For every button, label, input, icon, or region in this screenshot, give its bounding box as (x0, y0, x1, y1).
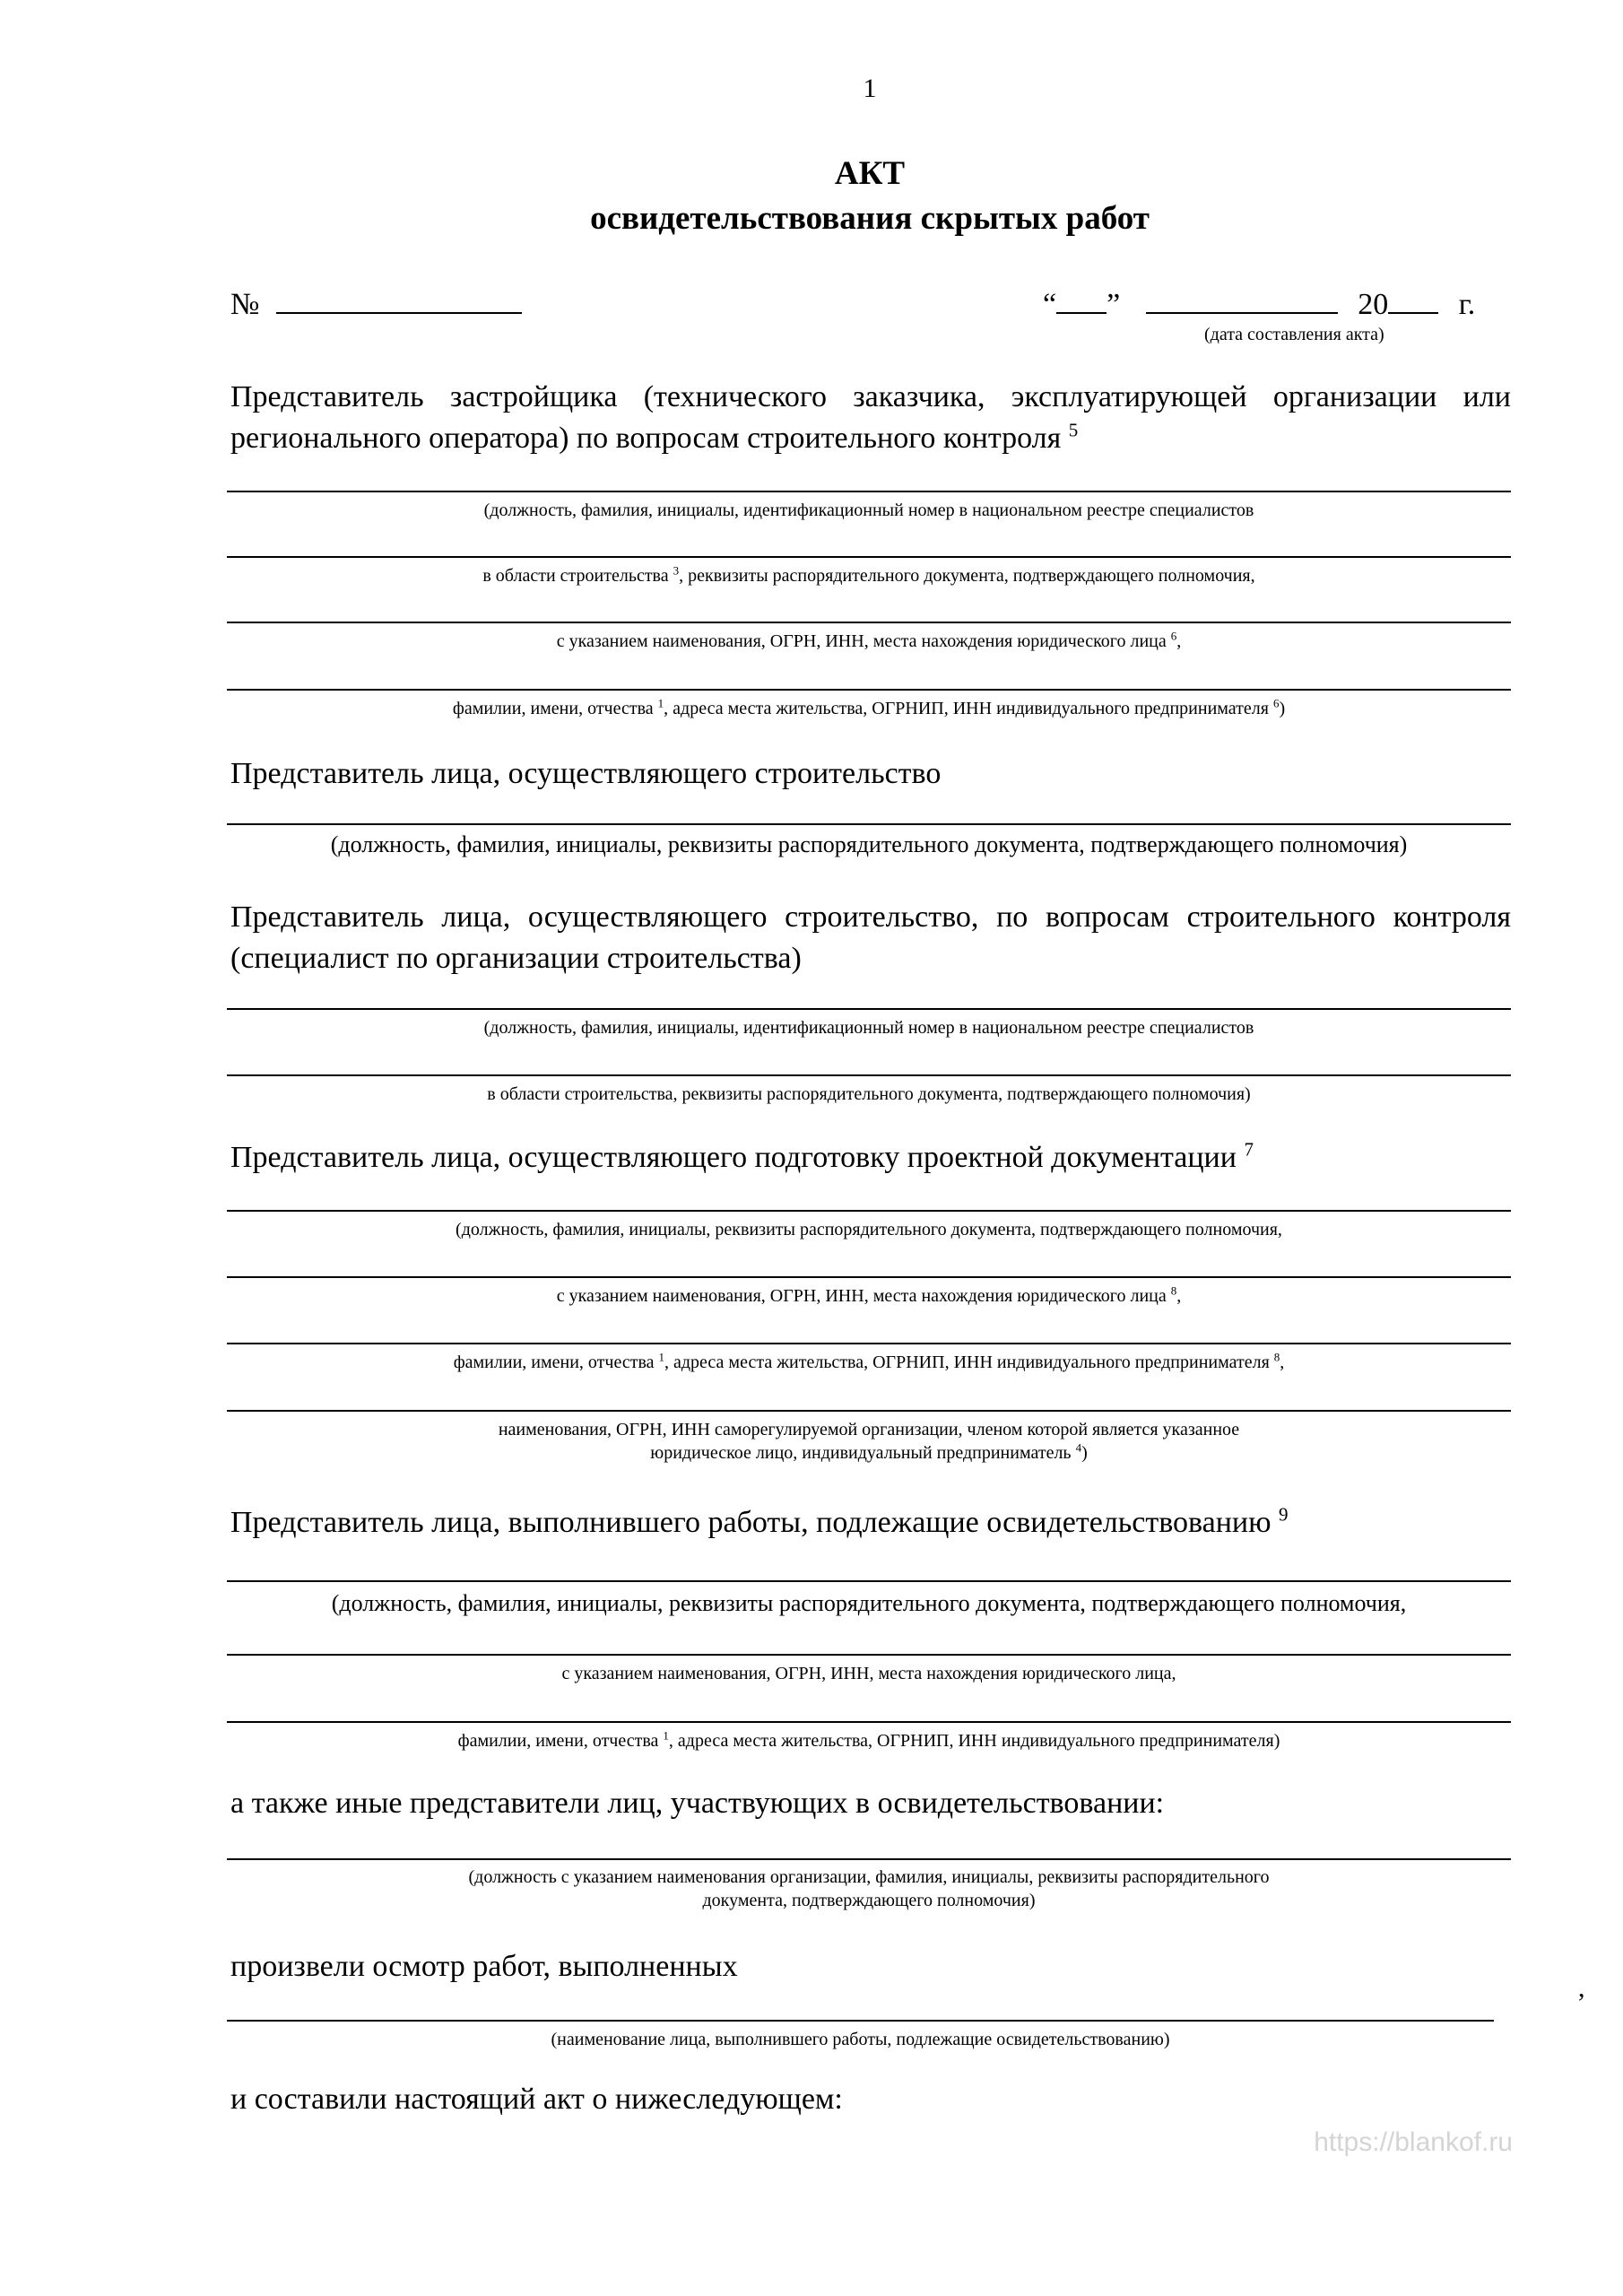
footnote-ref: 5 (1068, 419, 1079, 441)
footnote-ref: 7 (1244, 1138, 1254, 1161)
field-caption: с указанием наименования, ОГРН, ИНН, места нахождения юридического лица, (561, 1664, 1176, 1683)
developer-representative-heading: Представитель застройщика (технического заказчика, эксплуатирующей организации или регионального оператора) по вопросам строительного контроля $^5$ (230, 380, 1511, 455)
act-number-field[interactable] (276, 285, 522, 314)
document-subtitle: освидетельствования скрытых работ (590, 200, 1150, 237)
field-caption: (должность, фамилия, инициалы, идентификационный номер в национальном реестре специалистов (483, 500, 1254, 520)
inspection-heading: произвели осмотр работ, выполненных (230, 1950, 738, 1983)
field-caption: в области строительства, реквизиты распорядительного документа, подтверждающего полномочия) (487, 1084, 1251, 1104)
field-caption: фамилии, имени, отчества $^1$, адреса места жительства, ОГРНИП, ИНН индивидуального предпринимателя $^6$) (452, 696, 1286, 718)
field-caption: (должность с указанием наименования организации, фамилия, инициалы, реквизиты распорядительного документа, подтверждающего полномочия) (468, 1867, 1270, 1910)
act-number-row (230, 285, 522, 322)
field-caption: фамилии, имени, отчества $^1$, адреса места жительства, ОГРНИП, ИНН индивидуального предпринимателя) (457, 1728, 1280, 1751)
contractor-representative-heading: Представитель лица, выполнившего работы, подлежащие освидетельствованию $^9$ (230, 1503, 1289, 1539)
developer-representative-line-4[interactable] (227, 689, 1511, 691)
date-row (1043, 285, 1475, 322)
page-number: 1 (863, 74, 877, 103)
other-representatives-line[interactable] (227, 1858, 1511, 1860)
developer-representative-line-1[interactable] (227, 491, 1511, 492)
closing-statement: и составили настоящий акт о нижеследующем: (230, 2083, 843, 2116)
builder-control-line-1[interactable] (227, 1008, 1511, 1010)
field-caption: наименования, ОГРН, ИНН саморегулируемой организации, членом которой является указанное юридическое лицо, индивидуальный предприниматель $^4$) (498, 1420, 1240, 1463)
date-year-field[interactable] (1388, 285, 1438, 314)
date-day-field[interactable] (1056, 285, 1107, 314)
watermark-link[interactable]: https://blankof.ru (1314, 2127, 1513, 2157)
field-caption: с указанием наименования, ОГРН, ИНН, места нахождения юридического лица $^8$, (556, 1283, 1182, 1306)
date-month-field[interactable] (1146, 285, 1338, 314)
builder-representative-line[interactable] (227, 823, 1511, 825)
designer-representative-line-2[interactable] (227, 1276, 1511, 1278)
field-caption: (должность, фамилия, инициалы, реквизиты распорядительного документа, подтверждающего полномочия, (456, 1220, 1282, 1239)
developer-representative-line-3[interactable] (227, 622, 1511, 623)
field-caption: с указанием наименования, ОГРН, ИНН, места нахождения юридического лица $^6$, (556, 629, 1182, 651)
designer-representative-line-1[interactable] (227, 1210, 1511, 1212)
contractor-representative-line-2[interactable] (227, 1654, 1511, 1656)
date-year-prefix: 20 (1358, 288, 1389, 321)
number-label: № (230, 288, 260, 321)
developer-representative-line-2[interactable] (227, 556, 1511, 558)
designer-representative-line-3[interactable] (227, 1343, 1511, 1344)
field-caption: в области строительства $^3$, реквизиты распорядительного документа, подтверждающего полномочия, (482, 563, 1255, 586)
field-caption: фамилии, имени, отчества $^1$, адреса места жительства, ОГРНИП, ИНН индивидуального предпринимателя $^8$, (453, 1350, 1285, 1372)
date-open-quote: “ (1043, 288, 1057, 321)
field-caption: (должность, фамилия, инициалы, реквизиты распорядительного документа, подтверждающего полномочия, (331, 1590, 1407, 1616)
contractor-representative-line-1[interactable] (227, 1580, 1511, 1582)
contractor-name-line[interactable] (227, 2020, 1494, 2022)
date-caption: (дата составления акта) (1204, 325, 1384, 344)
field-caption: (должность, фамилия, инициалы, реквизиты распорядительного документа, подтверждающего полномочия) (330, 831, 1408, 857)
other-representatives-heading: а также иные представители лиц, участвующих в освидетельствовании: (230, 1787, 1165, 1820)
field-caption: (наименование лица, выполнившего работы, подлежащие освидетельствованию) (551, 2030, 1170, 2049)
field-caption: (должность, фамилия, инициалы, идентификационный номер в национальном реестре специалистов (483, 1018, 1254, 1038)
document-title: АКТ (834, 155, 906, 192)
builder-control-line-2[interactable] (227, 1074, 1511, 1076)
contractor-representative-line-3[interactable] (227, 1721, 1511, 1723)
trailing-comma: , (1578, 1973, 1585, 2003)
designer-representative-heading: Представитель лица, осуществляющего подготовку проектной документации $^7$ (230, 1138, 1254, 1174)
builder-representative-heading: Представитель лица, осуществляющего строительство (230, 757, 942, 790)
footnote-ref: 9 (1279, 1503, 1289, 1526)
designer-representative-line-4[interactable] (227, 1410, 1511, 1412)
builder-control-representative-heading: Представитель лица, осуществляющего строительство, по вопросам строительного контроля (специалист по организации строительства) (230, 900, 1511, 975)
date-year-suffix: г. (1458, 288, 1476, 321)
date-close-quote: ” (1107, 288, 1121, 321)
